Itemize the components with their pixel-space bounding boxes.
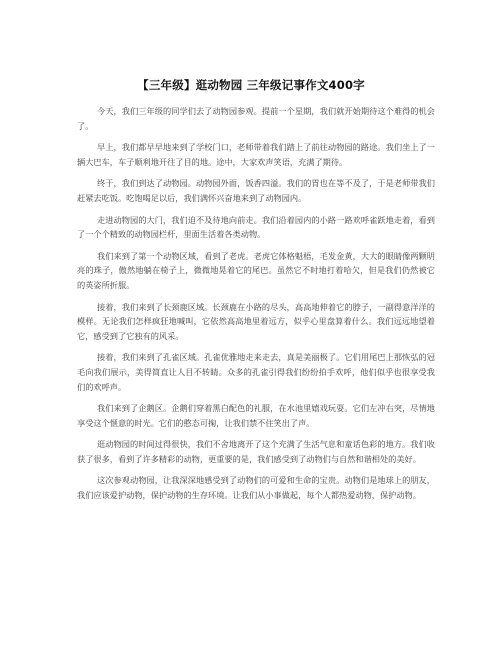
paragraph-1: 今天，我们三年级的同学们去了动物园参观。提前一个星期，我们就开始期待这个难得的机会了。: [77, 106, 435, 131]
paragraph-9: 逛动物园的时间过得很快，我们不舍地离开了这个充满了生活气息和童话色彩的地方。我们收获了很多，看到了许多精彩的动物，更重要的是，我们感受到了动物们与自然和谐相处的美好。: [77, 439, 435, 464]
paragraph-10: 这次参观动物园，让我深深地感受到了动物们的可爱和生命的宝贵。动物们是地球上的朋友，我们应该爱护动物，保护动物的生存环境。让我们从小事做起，每个人都热爱动物，保护动物。: [77, 475, 435, 501]
document-title: 【三年级】逛动物园 三年级记事作文400字: [137, 78, 365, 92]
document-body: [77, 104, 435, 510]
paragraph-8: 我们来到了企鹅区。企鹅们穿着黑白配色的礼服，在水池里嬉戏玩耍。它们左冲右突，尽情地享受这个惬意的时光。它们的憨态可掬，让我们禁不住笑出了声。: [77, 403, 435, 428]
paragraph-3: 终于，我们到达了动物园。动物园外面，饭香四溢。我们的胃也在等不及了，于是老师带我们赶紧去吃饭。吃饱喝足以后，我们满怀兴奋地来到了动物园内。: [77, 178, 435, 203]
paragraph-2: 早上，我们都早早地来到了学校门口，老师带着我们踏上了前往动物园的路途。我们坐上了一辆大巴车，车子顺利地开往了目的地。途中，大家欢声笑语，充满了期待。: [77, 142, 435, 167]
paragraph-6: 接着，我们来到了长颈鹿区域。长颈鹿在小路的尽头，高高地伸着它的脖子，一副得意洋洋的模样。无论我们怎样疯狂地喊叫，它依然高高地里着远方，似乎心里盘算着什么。我们远远地望着它，感受到了它独有的风采。: [77, 301, 435, 341]
paragraph-4: 走进动物园的大门，我们迫不及待地向前走。我们沿着园内的小路一路欢呼雀跃地走着，看到了一个个精致的动物园栏杆，里面生活着各类动物。: [77, 214, 435, 240]
paragraph-7: 接着，我们来到了孔雀区域。孔雀优雅地走来走去，真是美丽极了。它们用尾巴上那恢弘的冠毛向我们展示，美得简直让人目不转睛。众多的孔雀引得我们纷纷拍手欢呼，他们似乎也很享受我们的欢呼声。: [77, 352, 435, 392]
paragraph-5: 我们来到了第一个动物区域，看到了老虎。老虎它体格魁梧，毛发金黄，大大的眼睛像两颗明亮的珠子，傲然地躺在椅子上，微微地晃着它的尾巴。虽然它不时地打着哈欠，但是我们仍然被它的英姿所折服。: [77, 250, 435, 290]
